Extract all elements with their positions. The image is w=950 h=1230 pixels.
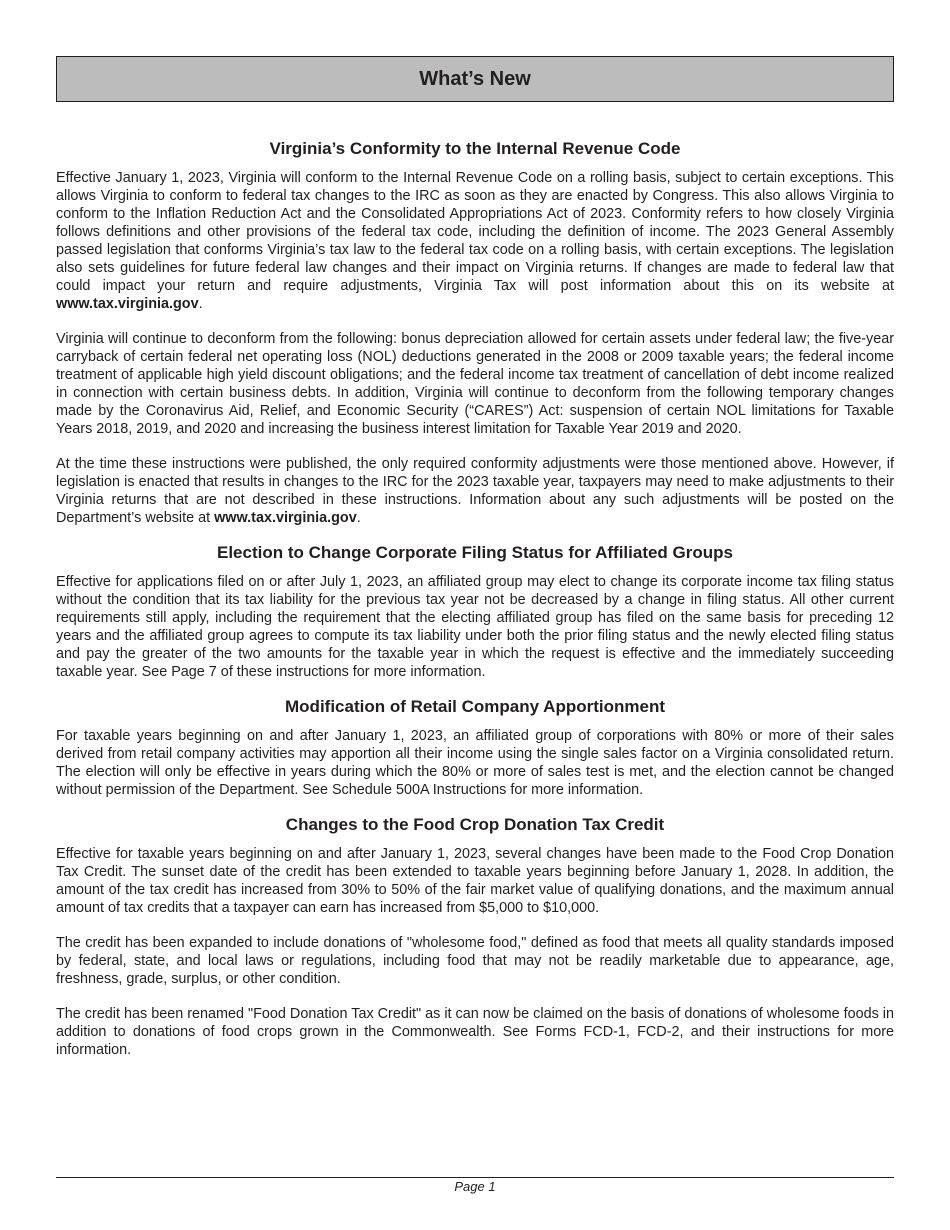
paragraph: Effective for applications filed on or after July 1, 2023, an affiliated group may elect to change its corporate income tax filing status without the condition that its tax liability for the previous tax year not be decreased by a change in filing status. All other current requirements still apply, including the requirement that the electing affiliated group has filed on the same basis for preceding 12 years and the affiliated group agrees to compute its tax liability under both the prior filing status and the newly elected filing status and pay the greater of the two amounts for the taxable year in which the request is effective and the immediately succeeding taxable year. See Page 7 of these instructions for more information. bbox=[56, 574, 894, 680]
paragraph-text: Effective January 1, 2023, Virginia will conform to the Internal Revenue Code on a rolling basis, subject to certain exceptions. This allows Virginia to conform to federal tax changes to the IRC as soon as they are enacted by Congress. This also allows Virginia to conform to the Inflation Reduction Act and the Consolidated Appropriations Act of 2023. Conformity refers to how closely Virginia follows definitions and other provisions of the federal tax code, including the definition of income. The 2023 General Assembly passed legislation that conforms Virginia’s tax law to the federal tax code on a rolling basis, with certain exceptions. The legislation also sets guidelines for future federal law changes and their impact on Virginia returns. If changes are made to federal law that could impact your return and require adjustments, Virginia Tax will post information about this on its website at bbox=[56, 170, 894, 294]
paragraph bbox=[56, 169, 894, 313]
section-heading: Virginia’s Conformity to the Internal Revenue Code bbox=[269, 139, 681, 158]
website-link[interactable]: www.tax.virginia.gov bbox=[214, 510, 357, 526]
page-title: What’s New bbox=[419, 67, 531, 90]
paragraph: Virginia will continue to deconform from the following: bonus depreciation allowed for certain assets under federal law; the five-year carryback of certain federal net operating loss (NOL) deductions generated in the 2008 or 2009 taxable years; the federal income treatment of applicable high yield discount obligations; and the federal income tax treatment of cancellation of debt income realized in connection with certain business debts. In addition, Virginia will continue to deconform from the following temporary changes made by the Coronavirus Aid, Relief, and Economic Security (“CARES”) Act: suspension of certain NOL limitations for Taxable Years 2018, 2019, and 2020 and increasing the business interest limitation for Taxable Year 2019 and 2020. bbox=[56, 331, 894, 437]
paragraph-text: At the time these instructions were published, the only required conformity adjustments were those mentioned above. However, if legislation is enacted that results in changes to the IRC for the 2023 taxable year, taxpayers may need to make adjustments to their Virginia returns that are not described in these instructions. Information about any such adjustments will be posted on the Department’s website at bbox=[56, 456, 894, 526]
paragraph-end: . bbox=[198, 296, 203, 312]
section-heading: Election to Change Corporate Filing Status for Affiliated Groups bbox=[216, 543, 733, 562]
paragraph: Effective for taxable years beginning on and after January 1, 2023, several changes have been made to the Food Crop Donation Tax Credit. The sunset date of the credit has been extended to taxable years beginning before January 1, 2028. In addition, the amount of the tax credit has increased from 30% to 50% of the fair market value of qualifying donations, and the maximum annual amount of tax credits that a taxpayer can earn has increased from $5,000 to $10,000. bbox=[56, 846, 894, 916]
paragraph-end: . bbox=[356, 510, 361, 526]
section-food-crop-credit bbox=[56, 814, 894, 1059]
section-filing-status bbox=[56, 542, 894, 681]
website-link[interactable]: www.tax.virginia.gov bbox=[56, 296, 199, 312]
paragraph bbox=[56, 455, 894, 527]
whats-new-banner bbox=[56, 56, 894, 102]
paragraph: For taxable years beginning on and after January 1, 2023, an affiliated group of corporations with 80% or more of their sales derived from retail company activities may apportion all their income using the single sales factor on a Virginia consolidated return. The election will only be effective in years during which the 80% or more of sales test is met, and the election cannot be changed without permission of the Department. See Schedule 500A Instructions for more information. bbox=[56, 728, 894, 798]
section-retail-apportionment bbox=[56, 696, 894, 799]
section-irc-conformity bbox=[56, 138, 894, 527]
section-heading: Changes to the Food Crop Donation Tax Credit bbox=[285, 815, 665, 834]
section-heading: Modification of Retail Company Apportionment bbox=[285, 697, 665, 716]
footer-divider bbox=[56, 1177, 894, 1178]
paragraph: The credit has been expanded to include donations of "wholesome food," defined as food that meets all quality standards imposed by federal, state, and local laws or regulations, including food that may not be readily marketable due to appearance, age, freshness, grade, surplus, or other condition. bbox=[56, 935, 894, 987]
page-number: Page 1 bbox=[454, 1179, 496, 1194]
document-body bbox=[56, 138, 894, 1076]
paragraph: The credit has been renamed "Food Donation Tax Credit" as it can now be claimed on the basis of donations of wholesome foods in addition to donations of food crops grown in the Commonwealth. See Forms FCD-1, FCD-2, and their instructions for more information. bbox=[56, 1006, 894, 1058]
